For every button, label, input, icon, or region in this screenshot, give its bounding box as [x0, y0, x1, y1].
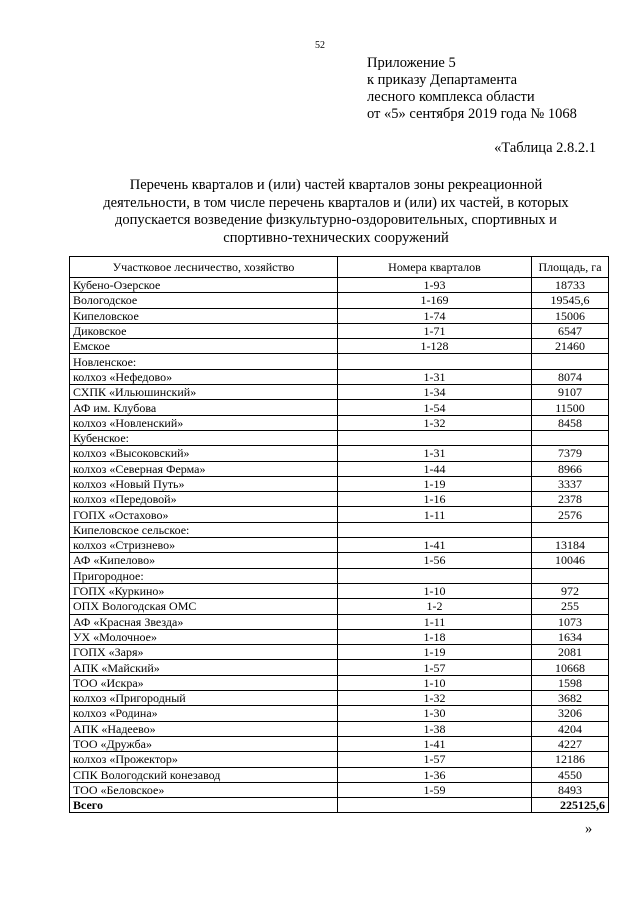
cell-quarters: 1-41: [338, 736, 532, 751]
table-row: [70, 461, 609, 476]
table-row: [70, 492, 609, 507]
cell-quarters: 1-31: [338, 369, 532, 384]
cell-area: 2081: [532, 645, 609, 660]
table-row: [70, 400, 609, 415]
cell-forestry: колхоз «Стризнево»: [70, 538, 338, 553]
header-forestry: Участковое лесничество, хозяйство: [70, 257, 338, 278]
cell-area: 4550: [532, 767, 609, 782]
cell-quarters: 1-19: [338, 645, 532, 660]
header-area: Площадь, га: [532, 257, 609, 278]
cell-forestry: колхоз «Передовой»: [70, 492, 338, 507]
cell-area: 972: [532, 583, 609, 598]
cell-area: 8966: [532, 461, 609, 476]
cell-forestry: ТОО «Искра»: [70, 675, 338, 690]
cell-quarters: 1-71: [338, 323, 532, 338]
cell-quarters: 1-10: [338, 583, 532, 598]
cell-forestry: колхоз «Пригородный: [70, 691, 338, 706]
appendix-line: к приказу Департамента: [367, 72, 518, 88]
cell-area: [532, 522, 609, 537]
total-label: Всего: [70, 798, 338, 813]
cell-quarters: 1-56: [338, 553, 532, 568]
cell-forestry: ГОПХ «Куркино»: [70, 583, 338, 598]
cell-forestry: АФ «Кипелово»: [70, 553, 338, 568]
cell-forestry: Пригородное:: [70, 568, 338, 583]
cell-quarters: 1-30: [338, 706, 532, 721]
cell-area: 15006: [532, 308, 609, 323]
table-row: [70, 782, 609, 797]
cell-forestry: колхоз «Прожектор»: [70, 752, 338, 767]
cell-area: 3682: [532, 691, 609, 706]
cell-quarters: 1-34: [338, 385, 532, 400]
cell-quarters: [338, 522, 532, 537]
table-row: [70, 583, 609, 598]
cell-forestry: Кубенское:: [70, 430, 338, 445]
total-area: 225125,6: [532, 798, 609, 813]
table-row: [70, 767, 609, 782]
cell-forestry: Емское: [70, 339, 338, 354]
table-row: [70, 675, 609, 690]
table-row: [70, 369, 609, 384]
table-row: [70, 430, 609, 445]
table-row: [70, 354, 609, 369]
cell-quarters: 1-32: [338, 415, 532, 430]
appendix-line: от «5» сентября 2019 года № 1068: [367, 106, 577, 122]
table-row: [70, 476, 609, 491]
cell-quarters: 1-41: [338, 538, 532, 553]
cell-area: 1073: [532, 614, 609, 629]
cell-quarters: 1-59: [338, 782, 532, 797]
cell-forestry: колхоз «Новленский»: [70, 415, 338, 430]
table-header-row: [70, 257, 609, 278]
cell-forestry: колхоз «Северная Ферма»: [70, 461, 338, 476]
cell-area: 2378: [532, 492, 609, 507]
cell-area: 7379: [532, 446, 609, 461]
cell-quarters: 1-74: [338, 308, 532, 323]
table-row: [70, 385, 609, 400]
cell-area: 10668: [532, 660, 609, 675]
cell-quarters: 1-44: [338, 461, 532, 476]
cell-forestry: УХ «Молочное»: [70, 629, 338, 644]
table-row: [70, 629, 609, 644]
cell-area: [532, 354, 609, 369]
appendix-header: [367, 55, 577, 123]
header-quarters: Номера кварталов: [338, 257, 532, 278]
cell-area: 21460: [532, 339, 609, 354]
cell-forestry: АФ «Красная Звезда»: [70, 614, 338, 629]
table-row: [70, 538, 609, 553]
cell-area: 4204: [532, 721, 609, 736]
cell-forestry: колхоз «Новый Путь»: [70, 476, 338, 491]
cell-area: 9107: [532, 385, 609, 400]
cell-area: [532, 430, 609, 445]
total-quarters: [338, 798, 532, 813]
cell-quarters: 1-128: [338, 339, 532, 354]
cell-quarters: 1-36: [338, 767, 532, 782]
table-row: [70, 706, 609, 721]
table-row: [70, 323, 609, 338]
appendix-line: Приложение 5: [367, 55, 456, 71]
document-title: [76, 177, 596, 247]
cell-forestry: колхоз «Родина»: [70, 706, 338, 721]
table-reference: «Таблица 2.8.2.1: [494, 140, 596, 156]
cell-area: 1634: [532, 629, 609, 644]
table-row: [70, 553, 609, 568]
cell-forestry: АПК «Надеево»: [70, 721, 338, 736]
table-row: [70, 645, 609, 660]
cell-quarters: 1-16: [338, 492, 532, 507]
title-line: деятельности, в том числе перечень кварталов и (или) их частей, в которых: [103, 194, 569, 211]
table-row: [70, 446, 609, 461]
cell-area: 4227: [532, 736, 609, 751]
table-row: [70, 736, 609, 751]
cell-quarters: [338, 354, 532, 369]
cell-area: 19545,6: [532, 293, 609, 308]
cell-area: 11500: [532, 400, 609, 415]
cell-quarters: 1-57: [338, 752, 532, 767]
cell-quarters: 1-10: [338, 675, 532, 690]
cell-area: 8074: [532, 369, 609, 384]
cell-area: 6547: [532, 323, 609, 338]
title-line: допускается возведение физкультурно-оздоровительных, спортивных и: [115, 212, 557, 228]
cell-quarters: 1-57: [338, 660, 532, 675]
table-total-row: [70, 798, 609, 813]
cell-forestry: Вологодское: [70, 293, 338, 308]
cell-forestry: ОПХ Вологодская ОМС: [70, 599, 338, 614]
table-row: [70, 522, 609, 537]
closing-quote: »: [585, 821, 593, 837]
table-row: [70, 507, 609, 522]
cell-area: 12186: [532, 752, 609, 767]
table-row: [70, 278, 609, 293]
title-line: спортивно-технических сооружений: [223, 229, 449, 246]
cell-area: 3337: [532, 476, 609, 491]
cell-area: 13184: [532, 538, 609, 553]
cell-forestry: ГОПХ «Остахово»: [70, 507, 338, 522]
cell-quarters: 1-93: [338, 278, 532, 293]
table-row: [70, 415, 609, 430]
table-row: [70, 568, 609, 583]
cell-quarters: 1-31: [338, 446, 532, 461]
cell-area: 8493: [532, 782, 609, 797]
cell-forestry: Новленское:: [70, 354, 338, 369]
table-row: [70, 614, 609, 629]
table-row: [70, 293, 609, 308]
cell-quarters: [338, 568, 532, 583]
table-row: [70, 752, 609, 767]
cell-quarters: 1-19: [338, 476, 532, 491]
cell-forestry: колхоз «Высоковский»: [70, 446, 338, 461]
cell-quarters: 1-38: [338, 721, 532, 736]
cell-forestry: СПК Вологодский конезавод: [70, 767, 338, 782]
cell-forestry: ТОО «Беловское»: [70, 782, 338, 797]
cell-area: 3206: [532, 706, 609, 721]
cell-area: 18733: [532, 278, 609, 293]
cell-quarters: 1-2: [338, 599, 532, 614]
cell-quarters: 1-32: [338, 691, 532, 706]
table-row: [70, 691, 609, 706]
cell-forestry: Кипеловское: [70, 308, 338, 323]
cell-area: [532, 568, 609, 583]
cell-area: 2576: [532, 507, 609, 522]
cell-quarters: 1-18: [338, 629, 532, 644]
page-number: 52: [315, 40, 325, 51]
quarters-table: [69, 256, 609, 813]
table-row: [70, 339, 609, 354]
cell-forestry: Кубено-Озерское: [70, 278, 338, 293]
title-line: Перечень кварталов и (или) частей кварталов зоны рекреационной: [129, 177, 543, 193]
cell-quarters: 1-54: [338, 400, 532, 415]
table-row: [70, 308, 609, 323]
cell-forestry: АФ им. Клубова: [70, 400, 338, 415]
table-row: [70, 721, 609, 736]
table-body: [70, 278, 609, 813]
cell-forestry: СХПК «Ильюшинский»: [70, 385, 338, 400]
appendix-line: лесного комплекса области: [367, 89, 535, 105]
cell-quarters: 1-169: [338, 293, 532, 308]
cell-forestry: ГОПХ «Заря»: [70, 645, 338, 660]
table-row: [70, 599, 609, 614]
cell-forestry: Кипеловское сельское:: [70, 522, 338, 537]
cell-area: 8458: [532, 415, 609, 430]
cell-forestry: колхоз «Нефедово»: [70, 369, 338, 384]
table-row: [70, 660, 609, 675]
cell-area: 10046: [532, 553, 609, 568]
cell-quarters: 1-11: [338, 507, 532, 522]
cell-forestry: АПК «Майский»: [70, 660, 338, 675]
cell-area: 1598: [532, 675, 609, 690]
cell-forestry: Диковское: [70, 323, 338, 338]
cell-forestry: ТОО «Дружба»: [70, 736, 338, 751]
cell-quarters: [338, 430, 532, 445]
cell-quarters: 1-11: [338, 614, 532, 629]
cell-area: 255: [532, 599, 609, 614]
